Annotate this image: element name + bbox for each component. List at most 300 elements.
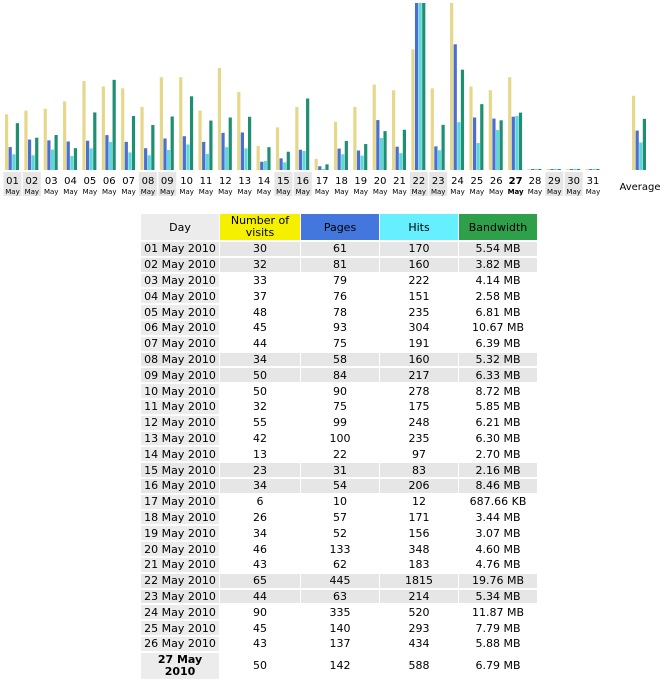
cell-hits: 175 [408,400,430,414]
bar-pages [280,158,283,170]
cell-pages: 84 [301,368,379,382]
cell-visits: 32 [220,258,300,272]
x-tick-month: May [334,188,349,196]
cell-visits: 32 [253,400,267,414]
x-tick-month: May [566,188,581,196]
cell-bandwidth: 5.34 MB [459,590,537,604]
cell-day: 09 May 2010 [141,368,219,382]
cell-visits: 37 [253,289,267,303]
cell-day: 24 May 2010 [141,605,219,619]
bar-pages [67,141,70,170]
cell-pages: 140 [329,621,351,635]
bar-bandwidth [442,125,445,170]
x-tick-day: 04 [64,176,77,187]
bar-hits [438,150,441,170]
bar-hits [148,155,151,170]
x-tick-day: 28 [528,176,542,187]
cell-pages: 137 [329,637,351,651]
bar-pages [47,140,50,170]
x-tick-month: May [102,188,117,196]
cell-day: 23 May 2010 [141,590,219,604]
x-tick-month: May [43,188,59,196]
bar-bandwidth [287,152,290,170]
cell-hits: 588 [408,659,430,673]
x-tick-day: 18 [335,176,348,187]
x-tick-month: May [24,188,40,196]
cell-bandwidth: 6.39 MB [475,337,521,351]
cell-day: 03 May 2010 [141,274,219,288]
daily-stats-table [140,212,538,681]
table-row [141,258,537,272]
bar-bandwidth [383,131,386,170]
cell-hits: 151 [408,289,430,303]
table-row [141,432,537,446]
bar-bandwidth [55,135,58,170]
bar-hits [283,162,286,170]
table-row [141,511,537,525]
table-row [141,605,537,619]
cell-pages: 142 [329,659,351,673]
cell-bandwidth: 6.21 MB [475,416,521,430]
cell-visits: 44 [253,337,267,351]
x-tick-month: May [179,188,194,196]
bar-hits [302,151,305,170]
cell-hits: 520 [408,605,430,619]
bar-pages [221,133,224,170]
cell-hits: 170 [380,242,458,256]
bar-visits [411,49,414,170]
x-tick-day: 22 [412,176,426,187]
x-tick-day: 26 [489,176,503,187]
table-row [141,353,537,367]
bar-hits [128,152,131,170]
cell-pages: 61 [301,242,379,256]
bar-hits [380,138,383,170]
table-row [141,416,537,430]
cell-bandwidth: 6.79 MB [475,659,521,673]
x-tick-month: May [585,188,601,196]
bar-pages [492,119,495,170]
table-row [141,242,537,256]
table-header-row [141,214,537,240]
bar-bandwidth [577,169,580,170]
cell-visits: 43 [253,558,267,572]
bar-pages [144,148,147,170]
x-tick-month: May [295,188,310,196]
x-tick-day: 31 [586,176,600,187]
bar-pages [415,3,418,170]
bar-visits [276,127,279,170]
bar-bandwidth [306,99,309,170]
bar-pages-average [636,131,639,170]
cell-day: 15 May 2010 [141,463,219,477]
bar-bandwidth [345,141,348,170]
cell-day: 08 May 2010 [141,353,219,367]
bar-visits [140,107,143,170]
cell-day: 17 May 2010 [141,495,219,509]
bar-pages [512,117,515,170]
bar-bandwidth [596,169,599,170]
bar-hits [206,154,209,170]
cell-visits: 43 [253,637,267,651]
bar-pages [338,149,341,170]
cell-visits: 23 [220,463,300,477]
bar-hits [419,3,422,170]
bar-pages [86,141,89,170]
header-pages: Pages [301,214,379,240]
bar-visits [450,3,453,170]
x-tick-month: May [5,188,20,196]
bar-pages [202,142,205,170]
table-row [141,479,537,493]
x-tick-day: 29 [547,176,561,187]
bar-hits [12,154,15,170]
bar-hits [573,169,576,170]
bar-visits [431,88,434,170]
bar-visits [334,122,337,170]
cell-day: 05 May 2010 [141,305,219,319]
bar-pages [473,117,476,170]
x-tick-month: May [140,188,156,196]
cell-visits: 90 [253,605,267,619]
bar-bandwidth [248,117,251,170]
cell-pages: 62 [333,558,347,572]
bar-bandwidth [209,121,212,170]
cell-bandwidth: 7.79 MB [475,621,521,635]
cell-hits: 156 [408,526,430,540]
x-tick-month: May [411,188,427,196]
cell-pages: 79 [333,273,347,287]
bar-pages [125,142,128,170]
bar-visits [527,169,530,170]
cell-pages: 52 [333,526,347,540]
cell-hits: 183 [408,558,430,572]
bar-pages [550,169,553,170]
table-row [141,463,537,477]
bar-hits [535,169,538,170]
cell-hits: 235 [408,305,430,319]
bar-visits [295,107,298,170]
cell-bandwidth: 8.46 MB [459,479,537,493]
cell-pages: 54 [301,479,379,493]
x-tick-day: 15 [277,176,290,187]
cell-bandwidth: 5.32 MB [459,353,537,367]
cell-visits: 26 [253,510,267,524]
bar-pages [105,135,108,170]
bar-bandwidth [16,123,19,170]
bar-visits [63,101,66,170]
bar-pages [357,150,360,170]
cell-pages: 445 [301,574,379,588]
cell-day: 19 May 2010 [141,526,219,540]
bar-bandwidth [171,117,174,170]
cell-bandwidth: 5.54 MB [459,242,537,256]
cell-bandwidth: 687.66 KB [469,495,527,509]
x-tick-day: 13 [238,176,252,187]
bar-bandwidth [229,118,232,170]
bar-hits [90,148,93,170]
cell-visits: 44 [220,590,300,604]
cell-bandwidth: 19.76 MB [459,574,537,588]
cell-bandwidth: 4.76 MB [475,558,521,572]
bar-hits [167,150,170,170]
cell-hits: 278 [408,384,430,398]
cell-visits: 34 [253,526,267,540]
cell-day: 07 May 2010 [141,337,219,351]
cell-hits: 222 [408,273,430,287]
cell-pages: 31 [301,463,379,477]
cell-bandwidth: 3.82 MB [459,258,537,272]
bar-pages [28,140,31,170]
cell-hits: 160 [380,353,458,367]
bar-hits [496,130,499,170]
x-tick-month: May [527,188,543,196]
bar-bandwidth [364,144,367,170]
cell-day: 16 May 2010 [141,479,219,493]
cell-hits: 214 [380,590,458,604]
cell-pages: 75 [333,337,347,351]
x-tick-month: May [160,188,175,196]
cell-hits: 83 [380,463,458,477]
cell-day: 13 May 2010 [141,432,219,446]
table-row [141,368,537,382]
cell-hits: 217 [380,368,458,382]
bar-bandwidth [132,116,135,170]
bar-pages [318,166,321,170]
cell-bandwidth: 8.72 MB [475,384,521,398]
table-row [141,637,537,651]
cell-pages: 99 [333,416,347,430]
bar-visits [257,146,260,170]
cell-visits: 65 [220,574,300,588]
bar-bandwidth [325,164,328,170]
cell-pages: 57 [333,510,347,524]
bar-hits [593,169,596,170]
x-tick-month: May [450,188,465,196]
x-tick-month: May [430,188,446,196]
bar-bandwidth [151,125,154,170]
bar-hits [515,116,518,170]
x-tick-day: 02 [25,176,39,187]
cell-pages: 58 [301,353,379,367]
header-day: Day [141,214,219,240]
x-tick-day: 14 [257,176,271,187]
x-tick-month: May [372,188,388,196]
bar-visits [5,114,8,170]
table-row [141,400,537,414]
cell-hits: 304 [408,321,430,335]
cell-visits: 45 [253,321,267,335]
bar-visits [24,111,27,170]
cell-bandwidth: 2.58 MB [475,289,521,303]
bar-visits [121,88,124,170]
table-row [141,526,537,540]
cell-hits: 1815 [380,574,458,588]
bar-hits [32,155,35,170]
cell-day: 01 May 2010 [141,242,219,256]
cell-visits: 46 [253,542,267,556]
bar-visits [566,169,569,170]
cell-pages: 93 [333,321,347,335]
cell-day: 06 May 2010 [141,321,219,335]
cell-pages: 78 [333,305,347,319]
cell-day: 04 May 2010 [141,289,219,303]
bar-bandwidth [461,70,464,170]
bar-visits [160,77,163,170]
x-tick-day: 24 [451,176,464,187]
bar-bandwidth [267,147,270,170]
bar-hits [341,154,344,170]
cell-bandwidth: 6.30 MB [475,431,521,445]
table-row [141,274,537,288]
x-tick-day: 21 [393,176,406,187]
bar-hits [51,150,54,170]
bar-bandwidth [74,148,77,170]
cell-hits: 293 [408,621,430,635]
x-tick-month: May [353,188,369,196]
cell-bandwidth: 2.16 MB [459,463,537,477]
cell-bandwidth: 6.33 MB [459,368,537,382]
bar-bandwidth [93,112,96,170]
bar-visits [199,111,202,170]
cell-bandwidth: 5.85 MB [475,400,521,414]
bar-visits [353,107,356,170]
cell-visits: 42 [253,431,267,445]
cell-visits: 13 [253,447,267,461]
header-bandwidth: Bandwidth [459,214,537,240]
table-row [141,558,537,572]
header-hits: Hits [380,214,458,240]
bar-pages [570,169,573,170]
x-tick-day: 20 [373,176,387,187]
table-row [141,542,537,556]
cell-visits: 6 [256,495,264,509]
bar-pages [376,120,379,170]
bar-pages [299,150,302,170]
cell-pages: 76 [333,289,347,303]
x-tick-day: 09 [160,176,174,187]
bar-pages [241,132,244,170]
cell-day: 21 May 2010 [141,558,219,572]
cell-day: 14 May 2010 [141,447,219,461]
cell-day: 26 May 2010 [141,637,219,651]
cell-visits: 34 [220,353,300,367]
cell-bandwidth: 2.70 MB [475,447,521,461]
bar-bandwidth [113,80,116,170]
bar-hits [477,143,480,170]
x-tick-month: May [507,188,524,196]
x-tick-month: May [198,188,214,196]
table-row [141,621,537,635]
table-row [141,289,537,303]
x-tick-day: 07 [122,176,135,187]
cell-bandwidth: 4.14 MB [475,273,521,287]
cell-bandwidth: 5.88 MB [475,637,521,651]
cell-visits: 30 [220,242,300,256]
bar-hits [264,161,267,170]
x-tick-month: May [276,188,291,196]
bar-visits [82,81,85,170]
cell-visits: 33 [253,273,267,287]
cell-visits: 50 [253,659,267,673]
cell-hits: 206 [380,479,458,493]
cell-pages: 81 [301,258,379,272]
bar-bandwidth [422,3,425,170]
x-tick-day: 12 [218,176,232,187]
bar-pages [396,147,399,170]
table-row [141,495,537,509]
table-row [141,574,537,588]
table-row [141,653,537,679]
cell-pages: 133 [329,542,351,556]
cell-day: 25 May 2010 [141,621,219,635]
x-tick-month: May [63,188,78,196]
cell-hits: 12 [412,495,426,509]
cell-pages: 90 [333,384,347,398]
cell-visits: 48 [253,305,267,319]
bar-visits [392,90,395,170]
x-tick-day: 25 [470,176,484,187]
cell-day: 22 May 2010 [141,574,219,588]
table-row [141,447,537,461]
bar-hits [109,142,112,170]
bar-visits [315,159,318,170]
x-tick-day: 19 [354,176,368,187]
cell-hits: 160 [380,258,458,272]
bar-bandwidth [538,169,541,170]
cell-hits: 434 [408,637,430,651]
table-row [141,337,537,351]
x-tick-day: 16 [296,176,310,187]
x-tick-day: 01 [6,176,19,187]
bar-visits [179,77,182,170]
cell-visits: 34 [220,479,300,493]
bar-hits [186,144,189,170]
cell-hits: 235 [408,431,430,445]
table-row [141,590,537,604]
x-tick-month: May [218,188,233,196]
cell-visits: 45 [253,621,267,635]
cell-bandwidth: 6.81 MB [475,305,521,319]
x-tick-month: May [256,188,272,196]
x-tick-month: May [547,188,562,196]
cell-pages: 335 [329,605,351,619]
bar-hits-average [639,142,642,170]
x-tick-day: 06 [102,176,116,187]
header-visits: Number of visits [220,214,300,240]
x-tick-month: May [237,188,252,196]
cell-day: 10 May 2010 [141,384,219,398]
x-tick-day: 30 [567,176,581,187]
bar-visits [469,87,472,171]
cell-pages: 22 [333,447,347,461]
x-tick-day: 23 [431,176,445,187]
cell-bandwidth: 10.67 MB [471,321,525,335]
bar-bandwidth [558,169,561,170]
cell-visits: 55 [253,416,267,430]
x-tick-day: 27 [508,176,523,187]
bar-visits [102,87,105,171]
cell-bandwidth: 3.07 MB [475,526,521,540]
bar-hits [399,153,402,170]
table-row [141,305,537,319]
cell-hits: 191 [408,337,430,351]
bar-pages [434,146,437,170]
bar-visits [547,169,550,170]
bar-visits [508,77,511,170]
cell-day: 11 May 2010 [141,400,219,414]
cell-pages: 75 [333,400,347,414]
